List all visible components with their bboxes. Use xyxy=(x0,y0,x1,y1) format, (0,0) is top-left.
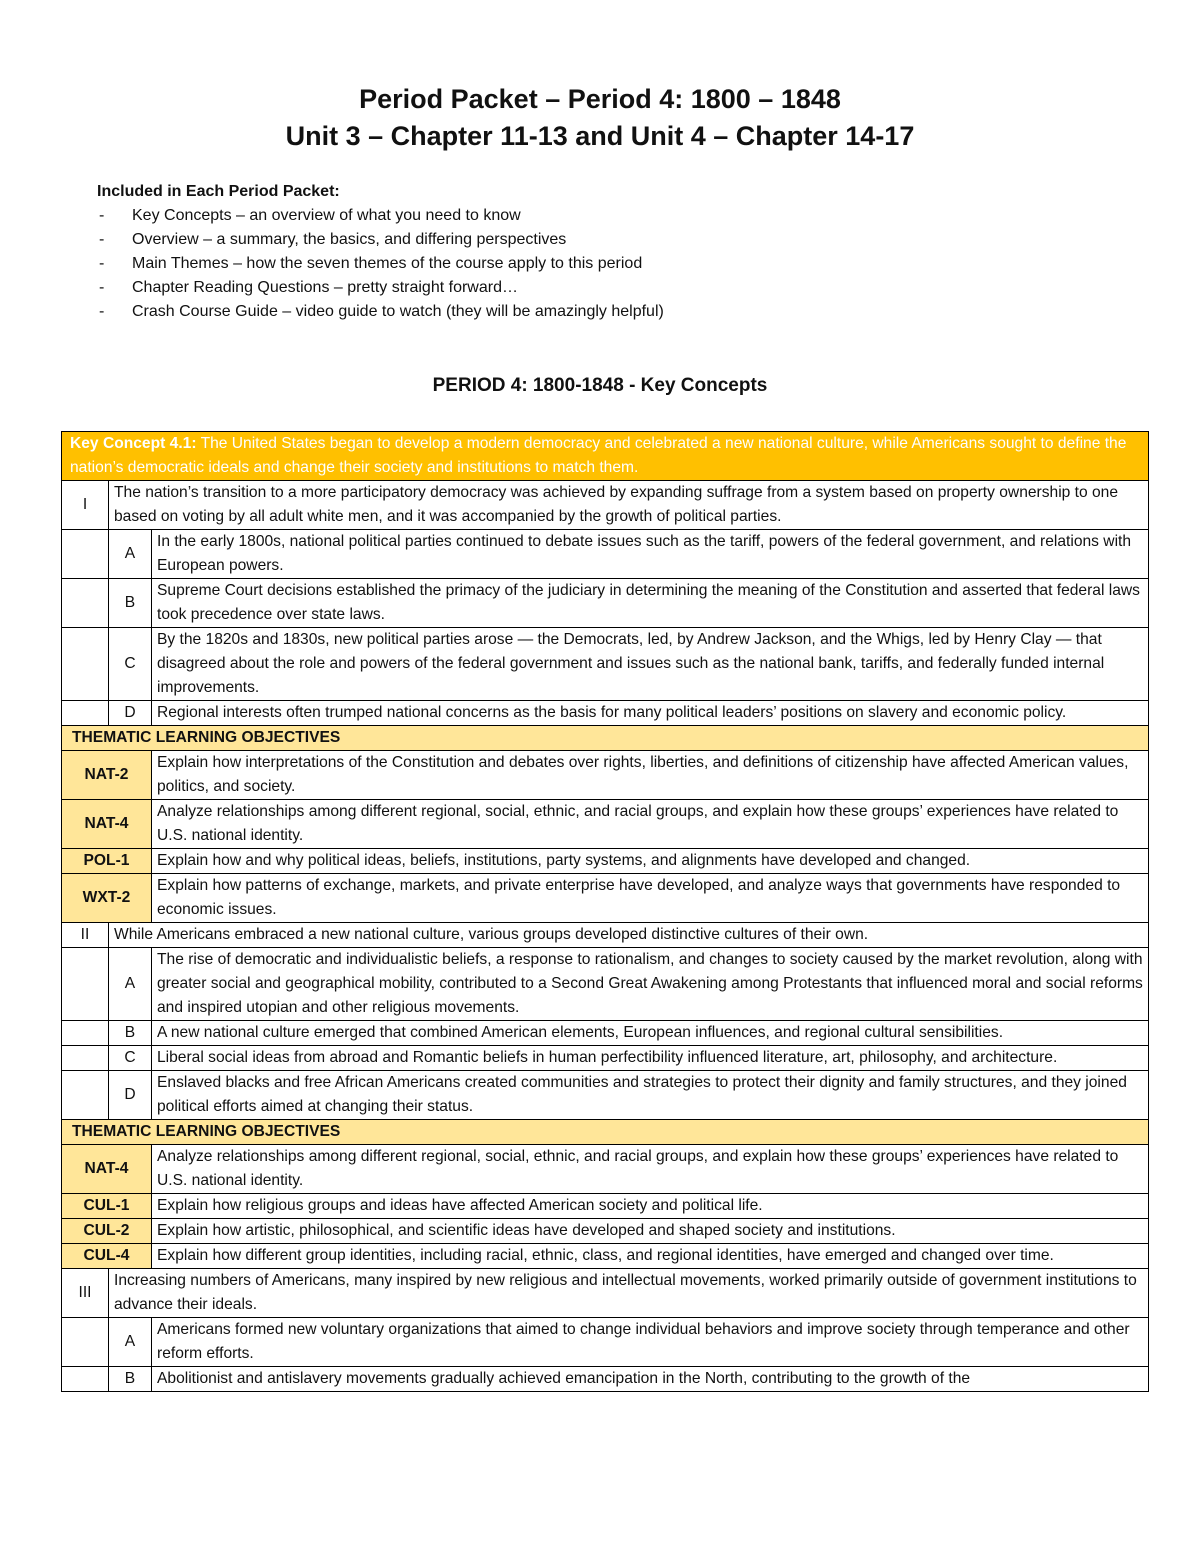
objective-row xyxy=(62,800,1149,849)
key-concept-label: Key Concept 4.1: xyxy=(70,435,197,452)
tlo-header: THEMATIC LEARNING OBJECTIVES xyxy=(62,1120,1149,1145)
subsection-letter: C xyxy=(109,628,152,701)
objective-code: NAT-4 xyxy=(62,800,152,849)
indent-cell xyxy=(62,1021,109,1046)
key-concept-header-row xyxy=(62,432,1149,481)
subsection-text: Abolitionist and antislavery movements gradually achieved emancipation in the North, contributing to the growth of the xyxy=(152,1367,1149,1392)
subsection-letter: B xyxy=(109,579,152,628)
subsection-text: Enslaved blacks and free African Americans created communities and strategies to protect their dignity and family structures, and they joined political efforts aimed at changing their status. xyxy=(152,1071,1149,1120)
tlo-header-row xyxy=(62,726,1149,751)
contents-lead: Included in Each Period Packet: xyxy=(97,183,340,200)
contents-item: - Main Themes – how the seven themes of the course apply to this period xyxy=(97,252,664,276)
objective-row xyxy=(62,849,1149,874)
packet-title: Period Packet – Period 4: 1800 – 1848 xyxy=(359,84,841,114)
section-text: The nation’s transition to a more participatory democracy was achieved by expanding suffrage from a system based on property ownership to one based on voting by all adult white men, and it was accompanied by the growth of political parties. xyxy=(109,481,1149,530)
tlo-header: THEMATIC LEARNING OBJECTIVES xyxy=(62,726,1149,751)
section-numeral: III xyxy=(62,1269,109,1318)
indent-cell xyxy=(62,948,109,1021)
subsection-row xyxy=(62,628,1149,701)
subsection-row xyxy=(62,1318,1149,1367)
subsection-text: The rise of democratic and individualistic beliefs, a response to rationalism, and changes to society caused by the market revolution, along with greater social and geographical mobility, contributed to a Second Great Awakening among Protestants that influenced moral and social reforms and inspired utopian and other religious movements. xyxy=(152,948,1149,1021)
subsection-text: By the 1820s and 1830s, new political parties arose — the Democrats, led, by Andrew Jackson, and the Whigs, led by Henry Clay — that disagreed about the role and powers of the federal government and issues such as the national bank, tariffs, and federally funded internal improvements. xyxy=(152,628,1149,701)
objective-code: CUL-1 xyxy=(62,1194,152,1219)
objective-row xyxy=(62,1219,1149,1244)
subsection-letter: B xyxy=(109,1021,152,1046)
objective-code: NAT-4 xyxy=(62,1145,152,1194)
subsection-letter: A xyxy=(109,1318,152,1367)
objective-code: CUL-2 xyxy=(62,1219,152,1244)
subsection-row xyxy=(62,1021,1149,1046)
subsection-letter: D xyxy=(109,1071,152,1120)
objective-row xyxy=(62,1194,1149,1219)
subsection-row xyxy=(62,1046,1149,1071)
contents-item: - Chapter Reading Questions – pretty straight forward… xyxy=(97,276,664,300)
contents-item: - Crash Course Guide – video guide to watch (they will be amazingly helpful) xyxy=(97,300,664,324)
section-text: While Americans embraced a new national culture, various groups developed distinctive cultures of their own. xyxy=(109,923,1149,948)
section-text: Increasing numbers of Americans, many inspired by new religious and intellectual movements, worked primarily outside of government institutions to advance their ideals. xyxy=(109,1269,1149,1318)
section-numeral: I xyxy=(62,481,109,530)
indent-cell xyxy=(62,1367,109,1392)
indent-cell xyxy=(62,1071,109,1120)
objective-row xyxy=(62,874,1149,923)
objective-text: Explain how artistic, philosophical, and scientific ideas have developed and shaped society and institutions. xyxy=(152,1219,1149,1244)
objective-code: WXT-2 xyxy=(62,874,152,923)
section-row xyxy=(62,481,1149,530)
objective-text: Explain how different group identities, including racial, ethnic, class, and regional identities, have emerged and changed over time. xyxy=(152,1244,1149,1269)
objective-code: NAT-2 xyxy=(62,751,152,800)
key-concept-header xyxy=(62,432,1149,481)
subsection-text: Regional interests often trumped national concerns as the basis for many political leaders’ positions on slavery and economic policy. xyxy=(152,701,1149,726)
indent-cell xyxy=(62,628,109,701)
indent-cell xyxy=(62,530,109,579)
key-concept-text: The United States began to develop a modern democracy and celebrated a new national culture, while Americans sought to define the nation’s democratic ideals and change their society and institutions to match them. xyxy=(70,435,1127,476)
subsection-text: Americans formed new voluntary organizations that aimed to change individual behaviors and improve society through temperance and other reform efforts. xyxy=(152,1318,1149,1367)
subsection-text: A new national culture emerged that combined American elements, European influences, and regional cultural sensibilities. xyxy=(152,1021,1149,1046)
subsection-letter: D xyxy=(109,701,152,726)
subsection-row xyxy=(62,701,1149,726)
contents-item: - Key Concepts – an overview of what you need to know xyxy=(97,204,664,228)
subsection-letter: A xyxy=(109,530,152,579)
objective-text: Explain how and why political ideas, beliefs, institutions, party systems, and alignments have developed and changed. xyxy=(152,849,1149,874)
objective-row xyxy=(62,1145,1149,1194)
tlo-header-row xyxy=(62,1120,1149,1145)
objective-text: Analyze relationships among different regional, social, ethnic, and racial groups, and explain how these groups’ experiences have related to U.S. national identity. xyxy=(152,1145,1149,1194)
indent-cell xyxy=(62,579,109,628)
objective-text: Explain how interpretations of the Constitution and debates over rights, liberties, and definitions of citizenship have affected American values, politics, and society. xyxy=(152,751,1149,800)
subsection-row xyxy=(62,530,1149,579)
packet-subtitle: Unit 3 – Chapter 11-13 and Unit 4 – Chapter 14-17 xyxy=(285,121,915,151)
subsection-letter: A xyxy=(109,948,152,1021)
objective-row xyxy=(62,751,1149,800)
subsection-letter: B xyxy=(109,1367,152,1392)
indent-cell xyxy=(62,1046,109,1071)
contents-list xyxy=(97,204,664,324)
objective-code: POL-1 xyxy=(62,849,152,874)
subsection-text: In the early 1800s, national political parties continued to debate issues such as the tariff, powers of the federal government, and relations with European powers. xyxy=(152,530,1149,579)
subsection-text: Liberal social ideas from abroad and Romantic beliefs in human perfectibility influenced literature, art, philosophy, and architecture. xyxy=(152,1046,1149,1071)
key-concepts-heading: PERIOD 4: 1800-1848 - Key Concepts xyxy=(432,375,768,396)
section-row xyxy=(62,923,1149,948)
subsection-row xyxy=(62,1071,1149,1120)
key-concepts-table xyxy=(61,431,1149,1392)
packet-contents xyxy=(97,180,664,324)
objective-text: Analyze relationships among different regional, social, ethnic, and racial groups, and explain how these groups’ experiences have related to U.S. national identity. xyxy=(152,800,1149,849)
indent-cell xyxy=(62,701,109,726)
objective-row xyxy=(62,1244,1149,1269)
contents-item: - Overview – a summary, the basics, and differing perspectives xyxy=(97,228,664,252)
subsection-row xyxy=(62,579,1149,628)
subsection-row xyxy=(62,1367,1149,1392)
section-row xyxy=(62,1269,1149,1318)
subsection-row xyxy=(62,948,1149,1021)
indent-cell xyxy=(62,1318,109,1367)
section-numeral: II xyxy=(62,923,109,948)
objective-text: Explain how religious groups and ideas have affected American society and political life. xyxy=(152,1194,1149,1219)
subsection-letter: C xyxy=(109,1046,152,1071)
objective-code: CUL-4 xyxy=(62,1244,152,1269)
subsection-text: Supreme Court decisions established the primacy of the judiciary in determining the meaning of the Constitution and asserted that federal laws took precedence over state laws. xyxy=(152,579,1149,628)
objective-text: Explain how patterns of exchange, markets, and private enterprise have developed, and analyze ways that governments have responded to economic issues. xyxy=(152,874,1149,923)
